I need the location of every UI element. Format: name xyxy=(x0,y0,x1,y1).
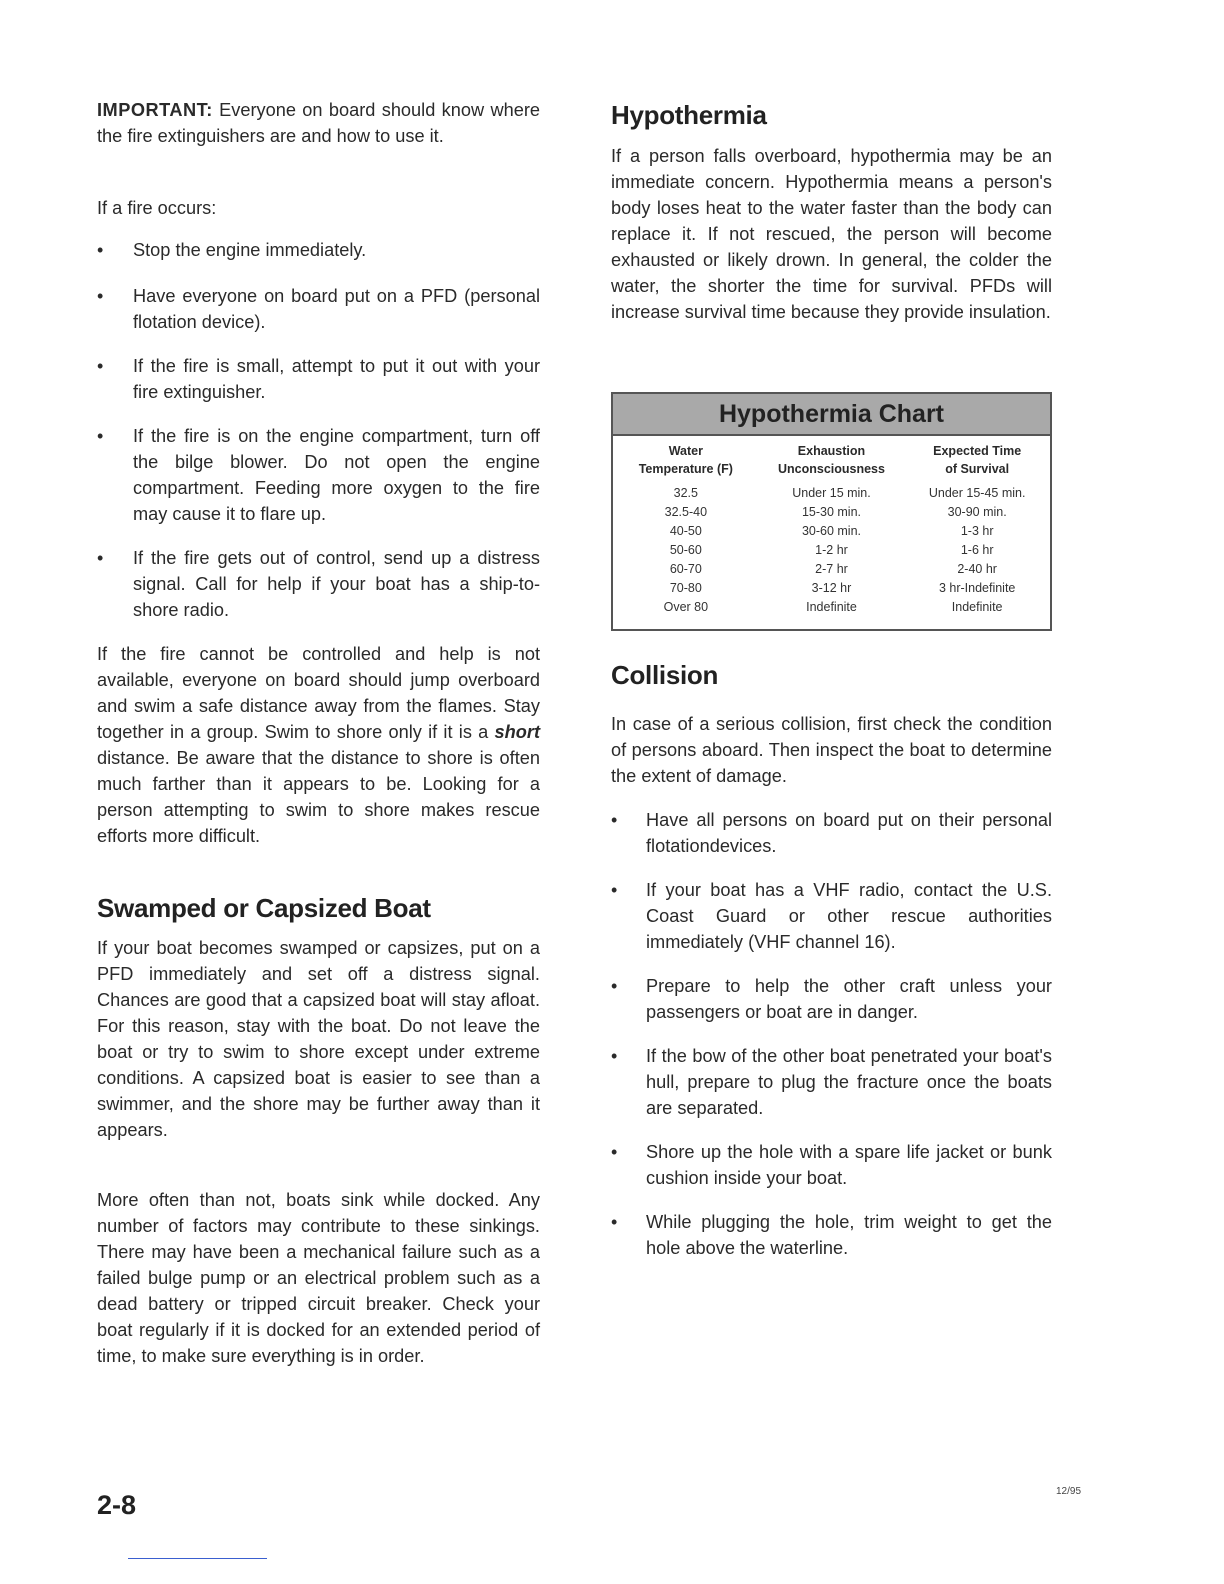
collision-paragraph: In case of a serious collision, first check the condition of persons aboard. Then inspect the boat to determine the extent of damage. xyxy=(611,714,1052,786)
list-item: • Shore up the hole with a spare life jacket or bunk cushion inside your boat. xyxy=(611,1139,1052,1191)
important-text: Everyone on board should know where the fire extinguishers are and how to use it. xyxy=(97,100,540,146)
hypothermia-heading: Hypothermia xyxy=(611,100,767,130)
chart-title: Hypothermia Chart xyxy=(613,394,1050,436)
bullet-icon: • xyxy=(611,1212,618,1232)
list-item: • While plugging the hole, trim weight to get the hole above the waterline. xyxy=(611,1209,1052,1261)
bullet-icon: • xyxy=(97,426,104,446)
bullet-icon: • xyxy=(611,810,618,830)
bullet-icon: • xyxy=(97,548,104,568)
swamped-heading: Swamped or Capsized Boat xyxy=(97,893,431,923)
bullet-icon: • xyxy=(97,240,104,260)
table-row: 32.5-40 15-30 min. 30-90 min. xyxy=(664,505,1007,519)
swamped-paragraph-1: If your boat becomes swamped or capsizes, put on a PFD immediately and set off a distress signal. Chances are good that a capsized boat will stay afloat. For this reason, stay with the boat. Do not leave the boat or try to swim to shore except under extreme conditions. A capsized boat is easier to see than a swimmer, and the shore may be further away than it appears. xyxy=(97,938,540,1140)
page-number: 2-8 xyxy=(97,1490,137,1520)
collision-heading: Collision xyxy=(611,660,719,690)
list-item: • If the fire gets out of control, send up a distress signal. Call for help if your boat has a ship-to-shore radio. xyxy=(97,545,540,623)
table-row: Over 80 Indefinite Indefinite xyxy=(663,600,1003,614)
date-code: 12/95 xyxy=(1056,1486,1082,1497)
footer-rule xyxy=(128,1558,267,1559)
important-label: IMPORTANT: xyxy=(97,100,213,120)
table-row: 32.5 Under 15 min. Under 15-45 min. xyxy=(673,486,1026,500)
bullet-icon: • xyxy=(611,1142,618,1162)
bullet-icon: • xyxy=(97,356,104,376)
list-item: • If the fire is small, attempt to put it out with your fire extinguisher. xyxy=(97,353,540,405)
hypothermia-table xyxy=(613,436,1050,617)
table-row: 60-70 2-7 hr 2-40 hr xyxy=(669,562,997,576)
list-item: • If the bow of the other boat penetrated your boat's hull, prepare to plug the fracture once the boats are separated. xyxy=(611,1043,1052,1121)
swamped-paragraph-2: More often than not, boats sink while docked. Any number of factors may contribute to these sinkings. There may have been a mechanical failure such as a failed bulge pump or an electrical problem such as a dead battery or tripped circuit breaker. Check your boat regularly if it is docked for an extended period of time, to make sure everything is in order. xyxy=(97,1190,540,1366)
list-item: • If your boat has a VHF radio, contact the U.S. Coast Guard or other rescue authorities immediately (VHF channel 16). xyxy=(611,877,1052,955)
fire-intro: If a fire occurs: xyxy=(97,198,217,218)
list-item: • Stop the engine immediately. xyxy=(97,237,540,263)
column-header-exhaustion: Exhaustion Unconsciousness xyxy=(777,444,885,476)
list-item: • Have all persons on board put on their personal flotationdevices. xyxy=(611,807,1052,859)
table-header-row xyxy=(613,436,1050,484)
column-header-survival: Expected Time of Survival xyxy=(933,444,1022,476)
short-emphasis: short xyxy=(494,722,540,742)
list-item: • Have everyone on board put on a PFD (personal flotation device). xyxy=(97,283,540,335)
table-row: 40-50 30-60 min. 1-3 hr xyxy=(669,524,994,538)
bullet-icon: • xyxy=(611,880,618,900)
hypothermia-chart xyxy=(611,392,1052,631)
important-note xyxy=(97,97,540,149)
bullet-icon: • xyxy=(611,1046,618,1066)
table-row: 70-80 3-12 hr 3 hr-Indefinite xyxy=(669,581,1016,595)
list-item: • Prepare to help the other craft unless your passengers or boat are in danger. xyxy=(611,973,1052,1025)
column-header-water: Water Temperature (F) xyxy=(638,444,733,476)
bullet-icon: • xyxy=(611,976,618,996)
table-row: 50-60 1-2 hr 1-6 hr xyxy=(669,543,994,557)
list-item: • If the fire is on the engine compartment, turn off the bilge blower. Do not open the engine compartment. Feeding more oxygen to the fire may cause it to flare up. xyxy=(97,423,540,527)
fire-paragraph: If the fire cannot be controlled and help is not available, everyone on board should jump overboard and swim a safe distance away from the flames. Stay together in a group. Swim to shore only if it is a short distance. Be aware that the distance to shore is often much farther than it appears to be. Looking for a person attempting to swim to shore makes rescue efforts more difficult. xyxy=(97,644,540,846)
bullet-icon: • xyxy=(97,286,104,306)
hypothermia-paragraph: If a person falls overboard, hypothermia may be an immediate concern. Hypothermia means a person's body loses heat to the water faster than the body can replace it. If not rescued, the person will become exhausted or likely drown. In general, the colder the water, the shorter the time for survival. PFDs will increase survival time because they provide insulation. xyxy=(611,146,1052,322)
